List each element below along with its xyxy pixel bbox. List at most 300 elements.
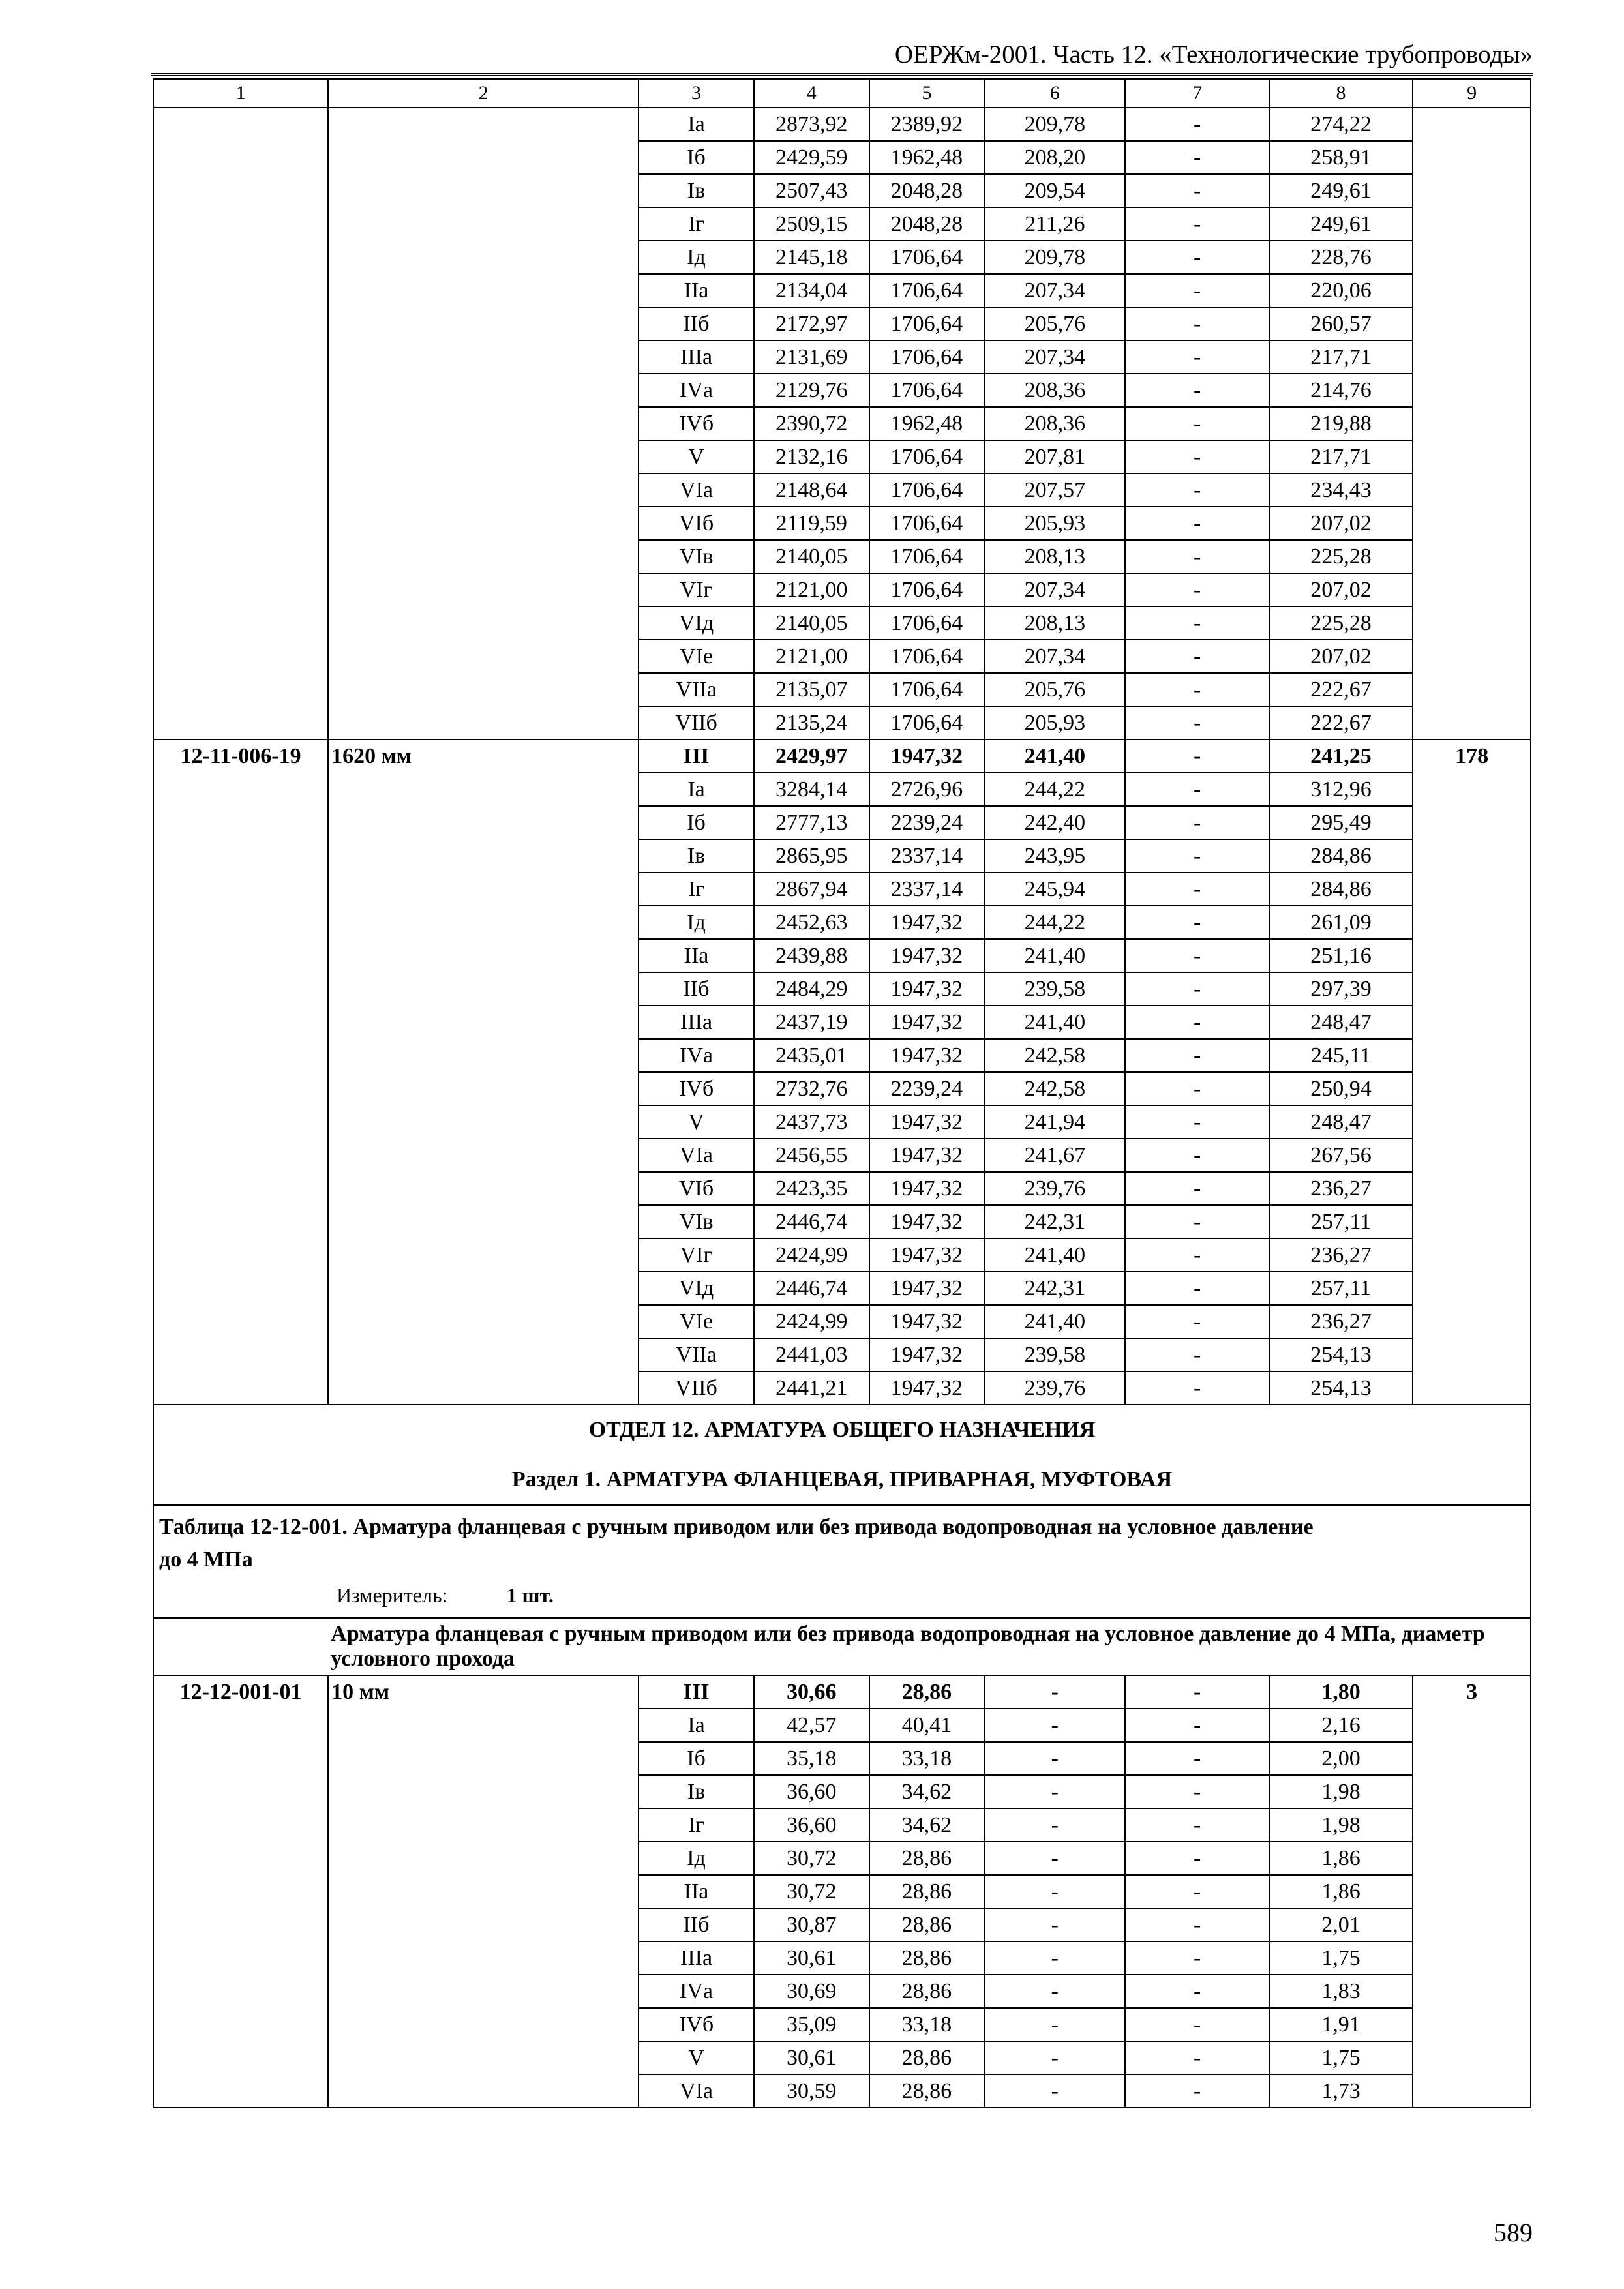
rate-col9-cell xyxy=(1413,407,1531,440)
value-cell: 209,78 xyxy=(984,241,1125,274)
value-cell: 28,86 xyxy=(869,1875,985,1908)
value-cell: 2424,99 xyxy=(754,1238,869,1272)
table-row xyxy=(153,2074,1531,2108)
rate-code-cell xyxy=(153,540,328,573)
value-cell: 217,71 xyxy=(1269,340,1413,374)
zone-code: IIIа xyxy=(639,1941,754,1975)
table-row xyxy=(153,1338,1531,1371)
table-row xyxy=(153,2008,1531,2041)
zone-code: Iг xyxy=(639,1808,754,1842)
value-cell: - xyxy=(984,1675,1125,1709)
value-cell: 257,11 xyxy=(1269,1272,1413,1305)
value-cell: 1962,48 xyxy=(869,141,985,174)
value-cell: 30,61 xyxy=(754,1941,869,1975)
rate-col9-cell xyxy=(1413,507,1531,540)
zone-code: Iа xyxy=(639,773,754,806)
rate-name-cell xyxy=(328,274,639,307)
value-cell: 1947,32 xyxy=(869,1205,985,1238)
value-cell: - xyxy=(984,1842,1125,1875)
table-row xyxy=(153,241,1531,274)
department-title xyxy=(153,1405,1531,1455)
value-cell: 1706,64 xyxy=(869,374,985,407)
rate-code-cell xyxy=(153,972,328,1006)
rate-code-cell xyxy=(153,1775,328,1808)
value-cell: 1706,64 xyxy=(869,540,985,573)
value-cell: - xyxy=(1125,207,1269,241)
value-cell: - xyxy=(984,1742,1125,1775)
table-row xyxy=(153,1941,1531,1975)
rate-code-cell xyxy=(153,374,328,407)
value-cell: 2337,14 xyxy=(869,839,985,873)
rate-col9-cell xyxy=(1413,274,1531,307)
rate-col9-cell xyxy=(1413,873,1531,906)
rate-code-cell xyxy=(153,2041,328,2074)
table-row xyxy=(153,340,1531,374)
rate-code-cell xyxy=(153,1908,328,1941)
value-cell: - xyxy=(1125,1238,1269,1272)
table-row xyxy=(153,207,1531,241)
value-cell: 228,76 xyxy=(1269,241,1413,274)
value-cell: - xyxy=(1125,939,1269,972)
table-row xyxy=(153,473,1531,507)
rate-name-cell xyxy=(328,972,639,1006)
rate-name-cell xyxy=(328,1006,639,1039)
value-cell: 28,86 xyxy=(869,1975,985,2008)
zone-code: VIб xyxy=(639,507,754,540)
value-cell: 42,57 xyxy=(754,1709,869,1742)
zone-code: V xyxy=(639,2041,754,2074)
zone-code: IIа xyxy=(639,1875,754,1908)
value-cell: - xyxy=(984,1908,1125,1941)
value-cell: - xyxy=(984,1875,1125,1908)
rate-code-cell xyxy=(153,1941,328,1975)
value-cell: 245,11 xyxy=(1269,1039,1413,1072)
rate-name-cell xyxy=(328,1842,639,1875)
rate-name-cell xyxy=(328,540,639,573)
value-cell: - xyxy=(1125,274,1269,307)
rate-code-cell xyxy=(153,939,328,972)
rate-name-cell xyxy=(328,640,639,673)
rate-col9-cell xyxy=(1413,773,1531,806)
value-cell: 1706,64 xyxy=(869,606,985,640)
value-cell: 2,00 xyxy=(1269,1742,1413,1775)
value-cell: 2446,74 xyxy=(754,1205,869,1238)
rate-col9-cell xyxy=(1413,1941,1531,1975)
rate-col9-cell xyxy=(1413,1205,1531,1238)
rate-code-cell xyxy=(153,340,328,374)
value-cell: 1947,32 xyxy=(869,1006,985,1039)
value-cell: 1,86 xyxy=(1269,1875,1413,1908)
value-cell: 1706,64 xyxy=(869,274,985,307)
rate-col9-cell xyxy=(1413,340,1531,374)
value-cell: 28,86 xyxy=(869,2074,985,2108)
value-cell: 30,66 xyxy=(754,1675,869,1709)
value-cell: 1947,32 xyxy=(869,906,985,939)
rate-col9-cell xyxy=(1413,1775,1531,1808)
zone-code: Iд xyxy=(639,241,754,274)
value-cell: 2423,35 xyxy=(754,1172,869,1205)
value-cell: 1947,32 xyxy=(869,1371,985,1405)
value-cell: 284,86 xyxy=(1269,839,1413,873)
value-cell: 2424,99 xyxy=(754,1305,869,1338)
rate-name-cell xyxy=(328,906,639,939)
rate-col9-cell xyxy=(1413,1742,1531,1775)
value-cell: - xyxy=(1125,740,1269,773)
value-cell: 244,22 xyxy=(984,906,1125,939)
value-cell: 241,67 xyxy=(984,1139,1125,1172)
value-cell: - xyxy=(1125,1742,1269,1775)
table-row xyxy=(153,1908,1531,1941)
rate-col9-cell xyxy=(1413,307,1531,340)
zone-code: VIб xyxy=(639,1172,754,1205)
value-cell: 1947,32 xyxy=(869,972,985,1006)
value-cell: - xyxy=(1125,906,1269,939)
zone-code: VIIа xyxy=(639,1338,754,1371)
table-row xyxy=(153,1775,1531,1808)
rate-code: 12-12-001-01 xyxy=(153,1675,328,1709)
zone-code: VIд xyxy=(639,606,754,640)
value-cell: 274,22 xyxy=(1269,108,1413,141)
value-cell: 2140,05 xyxy=(754,540,869,573)
rate-col9-cell xyxy=(1413,1875,1531,1908)
value-cell: 254,13 xyxy=(1269,1371,1413,1405)
rate-code-cell xyxy=(153,207,328,241)
value-cell: 28,86 xyxy=(869,2041,985,2074)
value-cell: 1,75 xyxy=(1269,2041,1413,2074)
value-cell: 234,43 xyxy=(1269,473,1413,507)
value-cell: 239,76 xyxy=(984,1371,1125,1405)
value-cell: 207,34 xyxy=(984,274,1125,307)
value-cell: 208,13 xyxy=(984,606,1125,640)
rate-code-cell xyxy=(153,440,328,473)
value-cell: 1706,64 xyxy=(869,640,985,673)
value-cell: 2337,14 xyxy=(869,873,985,906)
value-cell: 1706,64 xyxy=(869,706,985,740)
rate-name-cell xyxy=(328,340,639,374)
zone-code: III xyxy=(639,1675,754,1709)
zone-code: Iа xyxy=(639,108,754,141)
value-cell: 241,40 xyxy=(984,1305,1125,1338)
value-cell: 205,93 xyxy=(984,706,1125,740)
rate-col9-cell xyxy=(1413,1172,1531,1205)
subheading-text: Арматура фланцевая с ручным приводом или без привода водопроводная на условное давление до 4 МПа, диаметр условного прохода xyxy=(328,1618,1531,1675)
rate-col9-cell xyxy=(1413,906,1531,939)
rate-name-cell xyxy=(328,507,639,540)
value-cell: 241,25 xyxy=(1269,740,1413,773)
value-cell: - xyxy=(1125,407,1269,440)
value-cell: 208,20 xyxy=(984,141,1125,174)
value-cell: 2873,92 xyxy=(754,108,869,141)
rate-code-cell xyxy=(153,873,328,906)
zone-code: V xyxy=(639,440,754,473)
rate-col9-cell xyxy=(1413,1272,1531,1305)
rate-name-cell xyxy=(328,1941,639,1975)
value-cell: 241,40 xyxy=(984,740,1125,773)
value-cell: 2048,28 xyxy=(869,207,985,241)
value-cell: 205,76 xyxy=(984,307,1125,340)
rates-table xyxy=(153,78,1531,2108)
rate-name-cell xyxy=(328,440,639,473)
value-cell: - xyxy=(1125,1842,1269,1875)
value-cell: - xyxy=(1125,141,1269,174)
rate-code-cell xyxy=(153,1039,328,1072)
column-number: 8 xyxy=(1269,79,1413,108)
rate-col9-cell xyxy=(1413,1139,1531,1172)
table-row xyxy=(153,108,1531,141)
value-cell: 1947,32 xyxy=(869,1338,985,1371)
table-row xyxy=(153,1006,1531,1039)
value-cell: 33,18 xyxy=(869,2008,985,2041)
value-cell: - xyxy=(1125,507,1269,540)
value-cell: 1947,32 xyxy=(869,1272,985,1305)
column-number: 9 xyxy=(1413,79,1531,108)
value-cell: 2140,05 xyxy=(754,606,869,640)
rate-name-cell xyxy=(328,1709,639,1742)
zone-code: IIб xyxy=(639,972,754,1006)
value-cell: - xyxy=(1125,174,1269,207)
table-row xyxy=(153,606,1531,640)
rate-name-cell xyxy=(328,407,639,440)
value-cell: 239,58 xyxy=(984,972,1125,1006)
rate-code-cell xyxy=(153,606,328,640)
value-cell: 244,22 xyxy=(984,773,1125,806)
zone-code: IIб xyxy=(639,307,754,340)
value-cell: 36,60 xyxy=(754,1775,869,1808)
zone-code: VIд xyxy=(639,1272,754,1305)
rate-code-cell xyxy=(153,1875,328,1908)
value-cell: - xyxy=(1125,1371,1269,1405)
table-row xyxy=(153,1105,1531,1139)
value-cell: 208,36 xyxy=(984,407,1125,440)
zone-code: IIа xyxy=(639,939,754,972)
rate-col9: 178 xyxy=(1413,740,1531,773)
value-cell: 1706,64 xyxy=(869,307,985,340)
value-cell: - xyxy=(1125,573,1269,606)
value-cell: 1947,32 xyxy=(869,1172,985,1205)
table-title-text: Таблица 12-12-001. Арматура фланцевая с ручным приводом или без привода водопроводная на условное давление до 4 МПа xyxy=(159,1515,1314,1572)
value-cell: 2429,97 xyxy=(754,740,869,773)
column-number: 7 xyxy=(1125,79,1269,108)
zone-code: VIв xyxy=(639,1205,754,1238)
table-row xyxy=(153,1675,1531,1709)
value-cell: 2119,59 xyxy=(754,507,869,540)
rate-name-cell xyxy=(328,2041,639,2074)
value-cell: 28,86 xyxy=(869,1941,985,1975)
value-cell: 2484,29 xyxy=(754,972,869,1006)
value-cell: 239,76 xyxy=(984,1172,1125,1205)
value-cell: 217,71 xyxy=(1269,440,1413,473)
value-cell: 2509,15 xyxy=(754,207,869,241)
value-cell: 1947,32 xyxy=(869,1305,985,1338)
running-header: ОЕРЖм-2001. Часть 12. «Технологические трубопроводы» xyxy=(151,37,1533,76)
value-cell: - xyxy=(1125,1139,1269,1172)
value-cell: 284,86 xyxy=(1269,873,1413,906)
value-cell: 2172,97 xyxy=(754,307,869,340)
value-cell: 30,87 xyxy=(754,1908,869,1941)
column-number: 5 xyxy=(869,79,985,108)
value-cell: - xyxy=(1125,806,1269,839)
value-cell: 2456,55 xyxy=(754,1139,869,1172)
value-cell: 1,86 xyxy=(1269,1842,1413,1875)
value-cell: 242,40 xyxy=(984,806,1125,839)
rate-col9-cell xyxy=(1413,1908,1531,1941)
value-cell: - xyxy=(1125,2008,1269,2041)
rate-code-cell xyxy=(153,1742,328,1775)
zone-code: IVа xyxy=(639,1039,754,1072)
value-cell: - xyxy=(984,2041,1125,2074)
rate-col9-cell xyxy=(1413,1305,1531,1338)
value-cell: 267,56 xyxy=(1269,1139,1413,1172)
value-cell: - xyxy=(1125,1305,1269,1338)
zone-code: VIIб xyxy=(639,706,754,740)
rate-name-cell xyxy=(328,806,639,839)
rate-name-cell xyxy=(328,1105,639,1139)
section-title-text: Раздел 1. АРМАТУРА ФЛАНЦЕВАЯ, ПРИВАРНАЯ, МУФТОВАЯ xyxy=(153,1455,1531,1505)
rate-name-cell xyxy=(328,1205,639,1238)
rate-name-cell xyxy=(328,1338,639,1371)
value-cell: - xyxy=(984,2008,1125,2041)
value-cell: 34,62 xyxy=(869,1775,985,1808)
value-cell: - xyxy=(1125,640,1269,673)
value-cell: - xyxy=(1125,340,1269,374)
value-cell: 2389,92 xyxy=(869,108,985,141)
rate-name-cell xyxy=(328,1975,639,2008)
rate-name-cell xyxy=(328,141,639,174)
rate-name-cell xyxy=(328,706,639,740)
rate-name-cell xyxy=(328,839,639,873)
rate-col9-cell xyxy=(1413,2074,1531,2108)
value-cell: - xyxy=(984,1808,1125,1842)
rate-col9-cell xyxy=(1413,839,1531,873)
rate-code-cell xyxy=(153,473,328,507)
rate-name-cell xyxy=(328,1908,639,1941)
zone-code: VIг xyxy=(639,1238,754,1272)
value-cell: - xyxy=(1125,1006,1269,1039)
table-row xyxy=(153,873,1531,906)
rate-name-cell xyxy=(328,108,639,141)
zone-code: IIб xyxy=(639,1908,754,1941)
rate-code-cell xyxy=(153,806,328,839)
table-row xyxy=(153,1842,1531,1875)
zone-code: Iг xyxy=(639,207,754,241)
value-cell: - xyxy=(1125,606,1269,640)
value-cell: 242,31 xyxy=(984,1205,1125,1238)
value-cell: 225,28 xyxy=(1269,540,1413,573)
zone-code: Iб xyxy=(639,141,754,174)
zone-code: Iг xyxy=(639,873,754,906)
value-cell: - xyxy=(1125,1941,1269,1975)
value-cell: 249,61 xyxy=(1269,207,1413,241)
value-cell: 243,95 xyxy=(984,839,1125,873)
rate-col9-cell xyxy=(1413,606,1531,640)
rate-name-cell xyxy=(328,873,639,906)
rate-col9-cell xyxy=(1413,540,1531,573)
rate-col9-cell xyxy=(1413,939,1531,972)
table-row xyxy=(153,906,1531,939)
section-title xyxy=(153,1455,1531,1505)
value-cell: 2135,24 xyxy=(754,706,869,740)
value-cell: 220,06 xyxy=(1269,274,1413,307)
rate-code-cell xyxy=(153,1842,328,1875)
value-cell: - xyxy=(1125,1975,1269,2008)
rate-name-cell xyxy=(328,1875,639,1908)
measure-line xyxy=(337,1579,554,1611)
table-row xyxy=(153,1039,1531,1072)
value-cell: 2145,18 xyxy=(754,241,869,274)
zone-code: VIа xyxy=(639,2074,754,2108)
value-cell: - xyxy=(1125,108,1269,141)
rate-col9-cell xyxy=(1413,806,1531,839)
rate-code-cell xyxy=(153,706,328,740)
rate-col9-cell xyxy=(1413,1072,1531,1105)
value-cell: 241,94 xyxy=(984,1105,1125,1139)
value-cell: 28,86 xyxy=(869,1842,985,1875)
zone-code: Iд xyxy=(639,906,754,939)
rate-name-cell xyxy=(328,573,639,606)
rate-col9-cell xyxy=(1413,2008,1531,2041)
rate-code: 12-11-006-19 xyxy=(153,740,328,773)
value-cell: 241,40 xyxy=(984,1006,1125,1039)
value-cell: 2726,96 xyxy=(869,773,985,806)
value-cell: 211,26 xyxy=(984,207,1125,241)
value-cell: 236,27 xyxy=(1269,1172,1413,1205)
rate-code-cell xyxy=(153,1975,328,2008)
rate-name-cell xyxy=(328,1371,639,1405)
value-cell: 207,34 xyxy=(984,340,1125,374)
rate-code-cell xyxy=(153,2008,328,2041)
value-cell: 1947,32 xyxy=(869,1139,985,1172)
rate-name-cell xyxy=(328,1775,639,1808)
rate-col9-cell xyxy=(1413,174,1531,207)
value-cell: 1,73 xyxy=(1269,2074,1413,2108)
value-cell: - xyxy=(1125,773,1269,806)
value-cell: 2148,64 xyxy=(754,473,869,507)
value-cell: 2239,24 xyxy=(869,1072,985,1105)
value-cell: 35,09 xyxy=(754,2008,869,2041)
value-cell: - xyxy=(1125,2041,1269,2074)
value-cell: 2129,76 xyxy=(754,374,869,407)
value-cell: 2732,76 xyxy=(754,1072,869,1105)
rate-col9-cell xyxy=(1413,241,1531,274)
column-number: 4 xyxy=(754,79,869,108)
column-number: 6 xyxy=(984,79,1125,108)
value-cell: 297,39 xyxy=(1269,972,1413,1006)
value-cell: 2048,28 xyxy=(869,174,985,207)
table-row xyxy=(153,141,1531,174)
value-cell: 1947,32 xyxy=(869,1039,985,1072)
rate-name-cell xyxy=(328,1039,639,1072)
rate-code-cell xyxy=(153,108,328,141)
table-row xyxy=(153,407,1531,440)
value-cell: 248,47 xyxy=(1269,1006,1413,1039)
zone-code: VIIб xyxy=(639,1371,754,1405)
value-cell: 2135,07 xyxy=(754,673,869,706)
rate-col9-cell xyxy=(1413,1975,1531,2008)
value-cell: - xyxy=(1125,440,1269,473)
table-row xyxy=(153,1875,1531,1908)
value-cell: 36,60 xyxy=(754,1808,869,1842)
zone-code: IVа xyxy=(639,374,754,407)
value-cell: 2239,24 xyxy=(869,806,985,839)
table-row xyxy=(153,972,1531,1006)
rate-code-cell xyxy=(153,906,328,939)
value-cell: - xyxy=(1125,2074,1269,2108)
value-cell: 241,40 xyxy=(984,1238,1125,1272)
value-cell: - xyxy=(1125,1338,1269,1371)
rate-col9: 3 xyxy=(1413,1675,1531,1709)
table-row xyxy=(153,939,1531,972)
zone-code: Iв xyxy=(639,1775,754,1808)
